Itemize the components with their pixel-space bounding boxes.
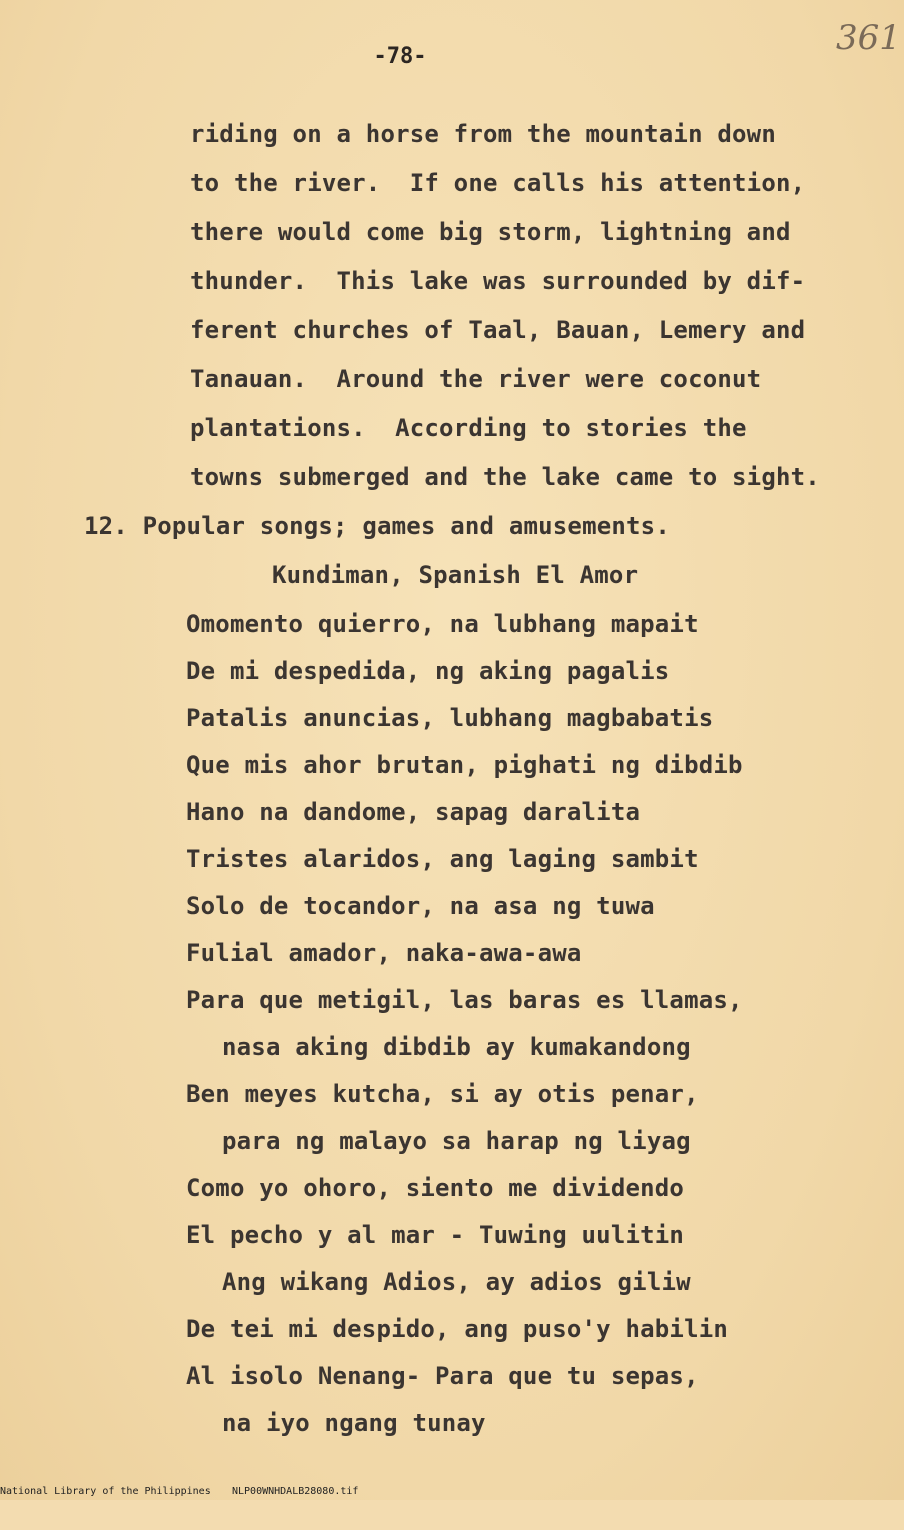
paragraph-line: there would come big storm, lightning and <box>190 218 791 246</box>
song-line: Ben meyes kutcha, si ay otis penar, <box>186 1080 699 1108</box>
song-line: Que mis ahor brutan, pighati ng dibdib <box>186 751 743 779</box>
scan-footer <box>0 1486 904 1500</box>
song-title: Kundiman, Spanish El Amor <box>272 561 639 589</box>
song-line: Solo de tocandor, na asa ng tuwa <box>186 892 655 920</box>
song-line: Omomento quierro, na lubhang mapait <box>186 610 699 638</box>
song-line: De mi despedida, ng aking pagalis <box>186 657 670 685</box>
song-line: Como yo ohoro, siento me dividendo <box>186 1174 685 1202</box>
song-line: Hano na dandome, sapag daralita <box>186 798 641 826</box>
song-line: Para que metigil, las baras es llamas, <box>186 986 743 1014</box>
song-line: El pecho y al mar - Tuwing uulitin <box>186 1221 685 1249</box>
paragraph-line: riding on a horse from the mountain down <box>190 120 776 148</box>
paragraph-line: plantations. According to stories the <box>190 414 747 442</box>
song-line: De tei mi despido, ang puso'y habilin <box>186 1315 729 1343</box>
section-heading: 12. Popular songs; games and amusements. <box>84 512 670 540</box>
footer-library: National Library of the Philippines <box>0 1486 211 1497</box>
paragraph-line: thunder. This lake was surrounded by dif- <box>190 267 806 295</box>
footer-filename: NLP00WNHDALB28080.tif <box>232 1486 359 1497</box>
paragraph-line: to the river. If one calls his attention, <box>190 169 806 197</box>
song-line: Fulial amador, naka-awa-awa <box>186 939 582 967</box>
song-line: Patalis anuncias, lubhang magbabatis <box>186 704 714 732</box>
song-line: Al isolo Nenang- Para que tu sepas, <box>186 1362 699 1390</box>
song-line: Ang wikang Adios, ay adios giliw <box>222 1268 691 1296</box>
handwritten-page-annotation: 361 <box>836 18 901 58</box>
page-number: -78- <box>373 44 427 69</box>
paragraph-line: Tanauan. Around the river were coconut <box>190 365 762 393</box>
paragraph-line: ferent churches of Taal, Bauan, Lemery and <box>190 316 806 344</box>
song-line: na iyo ngang tunay <box>222 1409 486 1437</box>
song-line: Tristes alaridos, ang laging sambit <box>186 845 699 873</box>
paragraph-line: towns submerged and the lake came to sight. <box>190 463 820 491</box>
song-line: nasa aking dibdib ay kumakandong <box>222 1033 691 1061</box>
song-line: para ng malayo sa harap ng liyag <box>222 1127 691 1155</box>
